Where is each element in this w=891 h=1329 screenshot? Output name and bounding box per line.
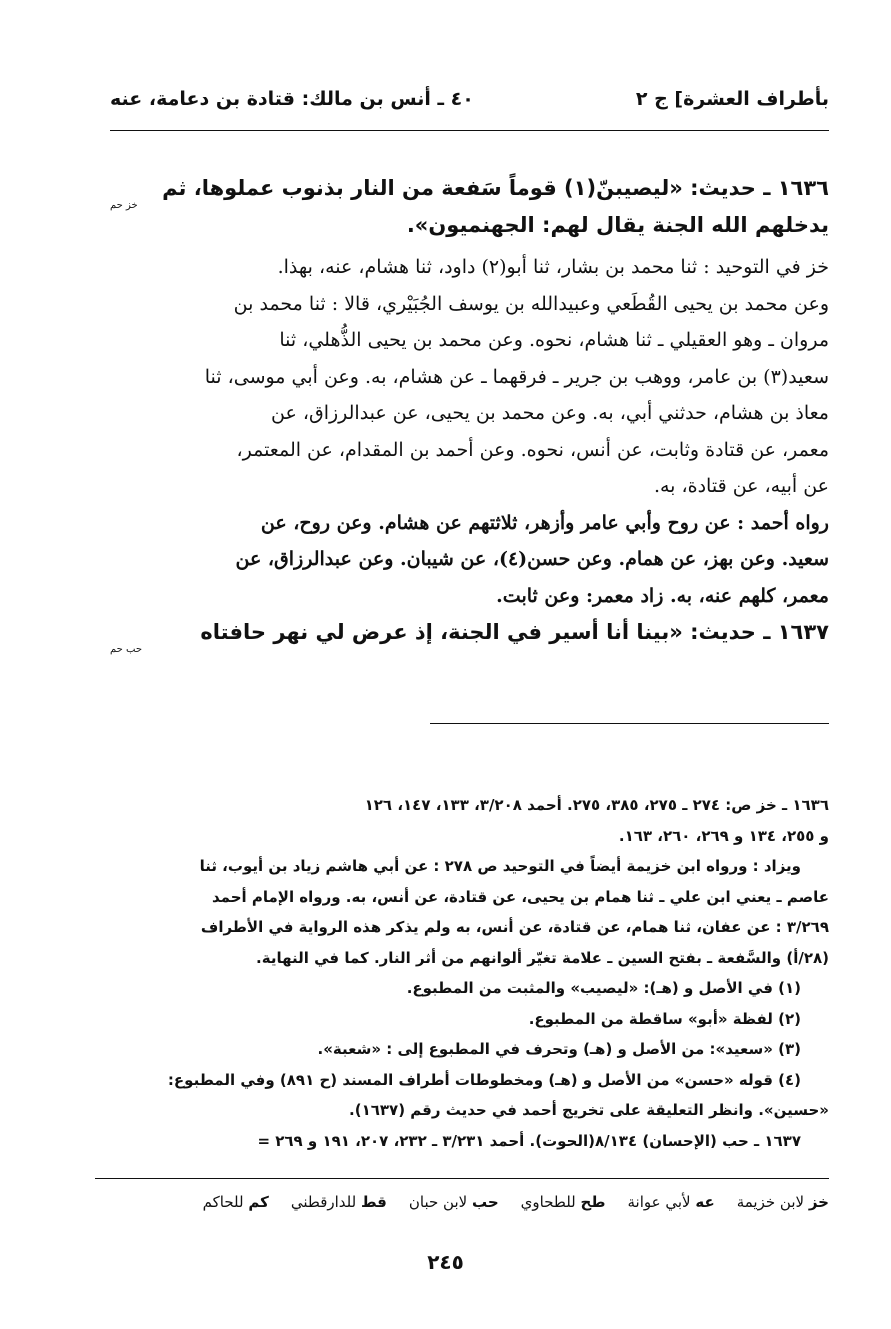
sigla-item: حب لابن حبان [408, 1193, 499, 1211]
text-line: رواه أحمد : عن روح وأبي عامر وأزهر، ثلاثتهم عن هشام. وعن روح، عن [260, 511, 829, 534]
note-zyada-cont: ٣/٢٦٩ : عن عفان، ثنا همام، عن قتادة، عن أنس، به ولم يذكر هذه الرواية في الأطراف [200, 918, 829, 936]
note-1636-cont: و ٢٥٥، ١٣٤ و ٢٦٩، ٢٦٠، ١٦٣. [618, 826, 829, 845]
hadith-1636-ahmad [110, 505, 829, 615]
text-line: معمر، عن قتادة وثابت، عن أنس، نحوه. وعن أحمد بن المقدام، عن المعتمر، [236, 438, 829, 461]
page-number: ٢٤٥ [427, 1250, 464, 1274]
running-header [110, 88, 829, 118]
sigla-item: كم للحاكم [202, 1193, 269, 1211]
text-line: معاذ بن هشام، حدثني أبي، به. وعن محمد بن يحيى، عن عبدالرزاق، عن [270, 402, 829, 424]
hadith-1637-sigla: حب حم [110, 643, 143, 655]
hadith-1636-title: ١٦٣٦ ـ حديث: «ليصيبنّ(١) قوماً سَفعة من النار بذنوب عملوها، ثم [162, 176, 829, 200]
note-zyada-cont: (٢٨/أ) والسَّفعة ـ بفتح السين ـ علامة تغيّر ألوانهم من أثر النار. كما في النهاية. [256, 948, 829, 967]
note-zyada-cont: عاصم ـ يعني ابن علي ـ ثنا همام بن يحيى، عن قتادة، عن أنس، به. ورواه الإمام أحمد [211, 887, 829, 906]
text-line: وعن محمد بن يحيى القُطَعي وعبيدالله بن يوسف الجُبَيْري، قالا : ثنا محمد بن [233, 292, 829, 315]
footnote-3: (٣) «سعيد»: من الأصل و (هـ) وتحرف في المطبوع إلى : «شعبة». [317, 1040, 801, 1058]
text-line: خز في التوحيد : ثنا محمد بن بشار، ثنا أبو(٢) داود، ثنا هشام، عنه، بهذا. [277, 256, 829, 278]
sigla-divider [95, 1178, 829, 1179]
footnote-4-cont: «حسين». وانظر التعليقة على تخريج أحمد في حديث رقم (١٦٣٧). [349, 1101, 829, 1119]
footnote-1: (١) في الأصل و (هـ): «ليصيب» والمثبت من المطبوع. [406, 979, 801, 997]
hadith-1636-sigla: خز حم [110, 199, 138, 211]
header-divider [110, 130, 829, 131]
sigla-item: طح للطحاوي [520, 1193, 606, 1211]
note-zyada: ويزاد : ورواه ابن خزيمة أيضاً في التوحيد ص ٢٧٨ : عن أبي هاشم زياد بن أيوب، ثنا [199, 857, 801, 875]
hadith-1636-title-cont: يدخلهم الله الجنة يقال لهم: الجهنميون». [406, 212, 829, 237]
footnotes [100, 790, 829, 1156]
text-line: عن أبيه، عن قتادة، به. [653, 475, 829, 497]
note-1636: ١٦٣٦ ـ خز ص: ٢٧٤ ـ ٢٧٥، ٣٨٥، ٢٧٥. أحمد ٣/٢٠٨، ١٣٣، ١٤٧، ١٢٦ [364, 796, 829, 814]
note-1637: ١٦٣٧ ـ حب (الإحسان) ٨/١٣٤(الحوت). أحمد ٣/٢٣١ ـ ٢٣٢، ٢٠٧، ١٩١ و ٢٦٩ = [257, 1131, 801, 1150]
footnote-divider [430, 723, 829, 724]
sigla-item: عه لأبي عوانة [627, 1193, 715, 1211]
section-title: ٤٠ ـ أنس بن مالك: قتادة بن دعامة، عنه [110, 88, 474, 110]
main-text [110, 170, 829, 655]
text-line: سعيد. وعن بهز، عن همام. وعن حسن(٤)، عن شيبان. وعن عبدالرزاق، عن [235, 548, 829, 570]
sigla-item: قط للدارقطني [290, 1193, 387, 1211]
hadith-1636-takhrij [110, 249, 829, 505]
text-line: مروان ـ وهو العقيلي ـ ثنا هشام، نحوه. وعن محمد بن يحيى الذُّهلي، ثنا [279, 329, 829, 351]
sigla-item: خز لابن خزيمة [736, 1193, 829, 1211]
running-title: بأطراف العشرة] ج ٢ [635, 88, 829, 110]
hadith-1637-title: ١٦٣٧ ـ حديث: «بينا أنا أسير في الجنة، إذ عرض لي نهر حافتاه [200, 620, 829, 644]
footnote-2: (٢) لفظة «أبو» ساقطة من المطبوع. [528, 1009, 801, 1028]
text-line: معمر، كلهم عنه، به. زاد معمر: وعن ثابت. [496, 584, 829, 607]
footnote-4: (٤) قوله «حسن» من الأصل و (هـ) ومخطوطات أطراف المسند (ح ٨٩١) وفي المطبوع: [167, 1070, 801, 1089]
text-line: سعيد(٣) بن عامر، ووهب بن جرير ـ فرقهما ـ عن هشام، به. وعن أبي موسى، ثنا [204, 365, 829, 388]
sigla-key [110, 1193, 829, 1211]
